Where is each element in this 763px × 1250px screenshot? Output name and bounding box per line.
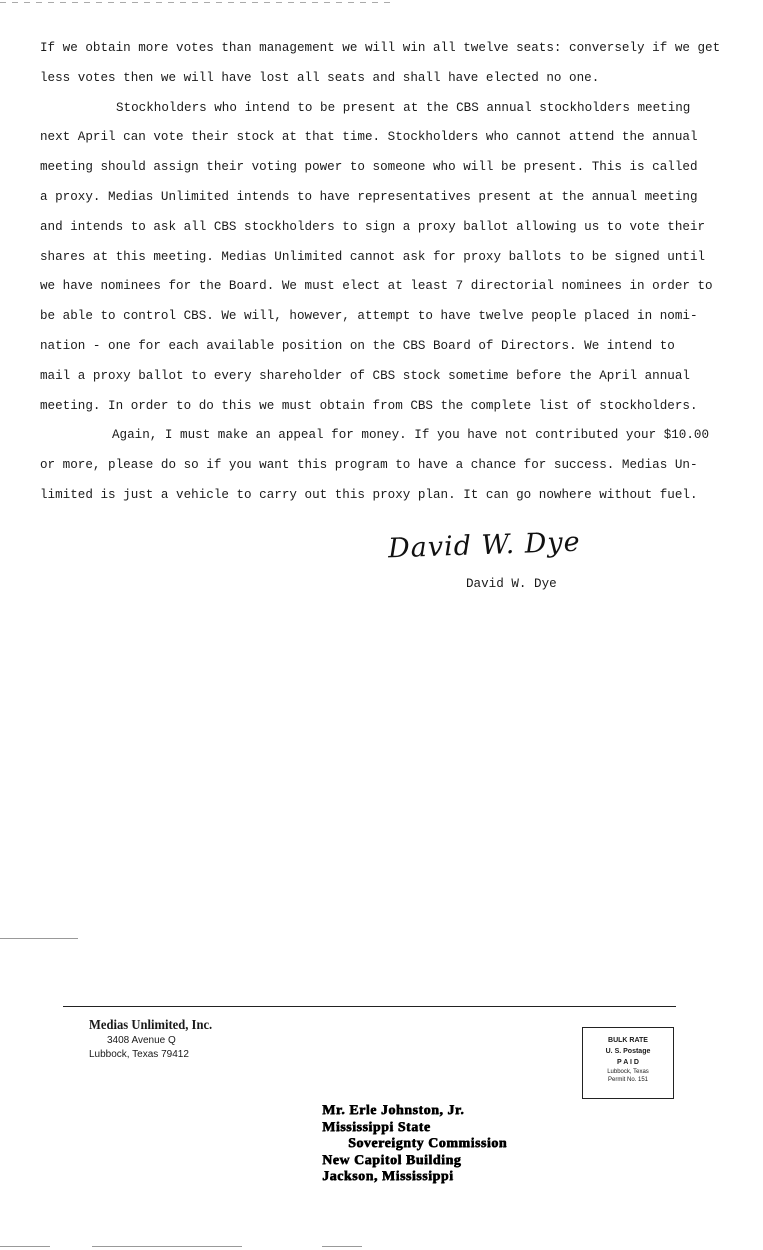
letter-line: If we obtain more votes than management we will win all twelve seats: conversely if we get — [40, 41, 721, 55]
letter-line: mail a proxy ballot to every shareholder of CBS stock sometime before the April annual — [40, 368, 690, 383]
letter-line: meeting. In order to do this we must obtain from CBS the complete list of stockholders. — [40, 398, 698, 413]
sender-street: 3408 Avenue Q — [107, 1035, 176, 1046]
recipient-line: Jackson, Mississippi — [322, 1169, 454, 1184]
recipient-line: Mississippi State — [322, 1119, 431, 1135]
return-address — [89, 1018, 226, 1062]
recipient-line: Sovereignty Commission — [348, 1136, 507, 1151]
sender-name: Medias Unlimited, Inc. — [89, 1018, 213, 1033]
letter-body — [40, 34, 730, 511]
postage-line: Permit No. 151 — [607, 1077, 649, 1083]
letter-line: meeting should assign their voting power to someone who will be present. This is called — [40, 160, 698, 175]
postage-line: P A I D — [617, 1059, 639, 1066]
letter-line: Stockholders who intend to be present at the CBS annual stockholders meeting — [116, 100, 691, 115]
mailer-divider — [63, 1006, 676, 1007]
postage-line: U. S. Postage — [605, 1048, 651, 1055]
letter-line: nation - one for each available position on the CBS Board of Directors. We intend to — [40, 338, 675, 353]
handwritten-signature: David W. Dye — [387, 526, 582, 565]
scan-edge-mark — [0, 1246, 50, 1247]
sender-city: Lubbock, Texas 79412 — [89, 1049, 189, 1060]
letter-line: a proxy. Medias Unlimited intends to have representatives present at the annual meeting — [40, 189, 698, 204]
scan-edge-mark — [322, 1246, 362, 1247]
letter-line: shares at this meeting. Medias Unlimited cannot ask for proxy ballots to be signed until — [40, 249, 706, 264]
letter-line: and intends to ask all CBS stockholders to sign a proxy ballot allowing us to vote their — [40, 219, 706, 234]
scan-edge-mark — [0, 2, 390, 3]
letter-line: Again, I must make an appeal for money. If you have not contributed your $10.00 — [112, 428, 710, 443]
recipient-line: Mr. Erle Johnston, Jr. — [322, 1103, 465, 1118]
postage-indicia — [582, 1027, 674, 1099]
postage-line: Lubbock, Texas — [607, 1069, 649, 1075]
recipient-line: New Capitol Building — [322, 1152, 462, 1168]
letter-line: we have nominees for the Board. We must elect at least 7 directorial nominees in order to — [40, 279, 713, 294]
recipient-address — [322, 1103, 507, 1186]
letter-line: or more, please do so if you want this program to have a chance for success. Medias Un- — [40, 458, 698, 473]
postage-line: BULK RATE — [608, 1037, 648, 1044]
letter-line: next April can vote their stock at that time. Stockholders who cannot attend the annual — [40, 130, 698, 145]
letter-line: less votes then we will have lost all seats and shall have elected no one. — [40, 70, 600, 85]
signer-name: David W. Dye — [466, 577, 557, 591]
letter-line: limited is just a vehicle to carry out this proxy plan. It can go nowhere without fuel. — [40, 487, 698, 502]
scan-edge-mark — [0, 938, 78, 939]
letter-line: be able to control CBS. We will, however, attempt to have twelve people placed in nomi- — [40, 309, 698, 324]
scan-edge-mark — [92, 1246, 242, 1247]
